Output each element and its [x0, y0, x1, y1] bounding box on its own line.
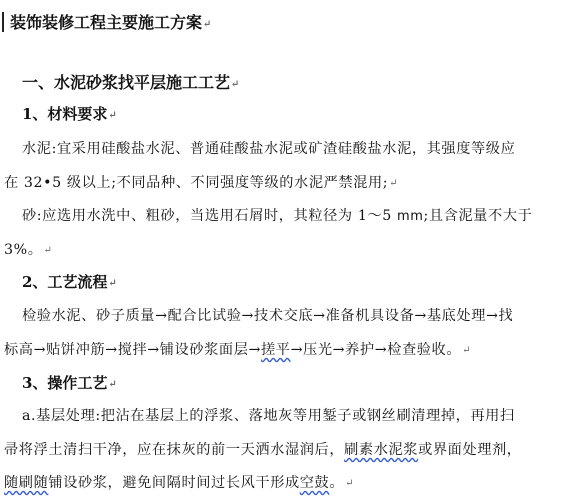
paragraph-line — [4, 239, 52, 259]
process-flow-line1: 检验水泥、砂子质量→配合比试验→技术交底→准备机具设备→基底处理→找 — [22, 308, 514, 324]
paragraph-mark-icon: ↵ — [345, 478, 355, 489]
section-heading — [22, 70, 239, 93]
sand-requirement-unit: mm — [396, 209, 424, 224]
process-flow-line2a: 标高→贴饼冲筋→搅拌→铺设砂浆面层→ — [4, 342, 261, 358]
paragraph-mark-icon: ↵ — [108, 379, 117, 390]
paragraph-line — [22, 138, 515, 158]
paragraph-line — [22, 305, 513, 325]
paragraph-line — [4, 472, 354, 492]
paragraph-line — [4, 172, 398, 192]
paragraph-mark-icon: ↵ — [231, 79, 240, 90]
operation-line1: a.基层处理:把沾在基层上的浮浆、落地灰等用錾子或钢丝刷清理掉，再用扫 — [22, 408, 515, 424]
paragraph-mark-icon: ↵ — [203, 19, 212, 30]
cement-requirement-line2: 在 32•5 级以上;不同品种、不同强度等级的水泥严禁混用; — [4, 175, 389, 191]
document-title — [10, 10, 211, 33]
operation-line2a: 帚将浮土清扫干净，应在抹灰的前一天洒水湿润后， — [4, 442, 345, 458]
spellcheck-underlined-text: 刷素水泥浆 — [344, 442, 419, 458]
subsection-heading-process — [22, 271, 117, 292]
operation-line3b: 。 — [329, 475, 345, 491]
document-title-text: 装饰装修工程主要施工方案 — [10, 13, 203, 32]
subsection-heading-text: 1、材料要求 — [22, 105, 108, 123]
operation-line2b: 或界面处理剂， — [418, 442, 522, 458]
process-flow-line2b: →压光→养护→检查验收。 — [290, 342, 462, 358]
paragraph-line — [4, 339, 471, 359]
spellcheck-underlined-text: 随刷随 — [4, 475, 49, 491]
subsection-heading-operation — [22, 372, 117, 393]
spellcheck-underlined-text: 搓平 — [260, 342, 291, 358]
sand-requirement-line1b: ;且含泥量不大于 — [423, 208, 533, 224]
paragraph-mark-icon: ↵ — [389, 178, 399, 189]
sand-requirement-line2: 3%。 — [4, 242, 43, 258]
paragraph-mark-icon: ↵ — [108, 110, 117, 121]
subsection-heading-text: 3、操作工艺 — [22, 374, 108, 392]
sand-requirement-line1a: 砂:应选用水洗中、粗砂，当选用石屑时，其粒径为 1～5 — [22, 208, 397, 224]
subsection-heading-materials — [22, 103, 117, 124]
cement-requirement-line1: 水泥:宜采用硅酸盐水泥、普通硅酸盐水泥或矿渣硅酸盐水泥，其强度等级应 — [22, 141, 516, 157]
paragraph-mark-icon: ↵ — [43, 245, 53, 256]
paragraph-line — [22, 405, 515, 425]
paragraph-line — [22, 205, 532, 225]
text-cursor-bar — [2, 12, 4, 32]
paragraph-mark-icon: ↵ — [108, 278, 117, 289]
section-heading-text: 一、水泥砂浆找平层施工工艺 — [22, 73, 231, 92]
paragraph-line — [4, 439, 522, 459]
paragraph-mark-icon: ↵ — [462, 345, 472, 356]
subsection-heading-text: 2、工艺流程 — [22, 273, 108, 291]
operation-line3a: 铺设砂浆，避免间隔时间过长风干形成 — [48, 475, 300, 491]
spellcheck-underlined-text: 空鼓 — [299, 475, 330, 491]
